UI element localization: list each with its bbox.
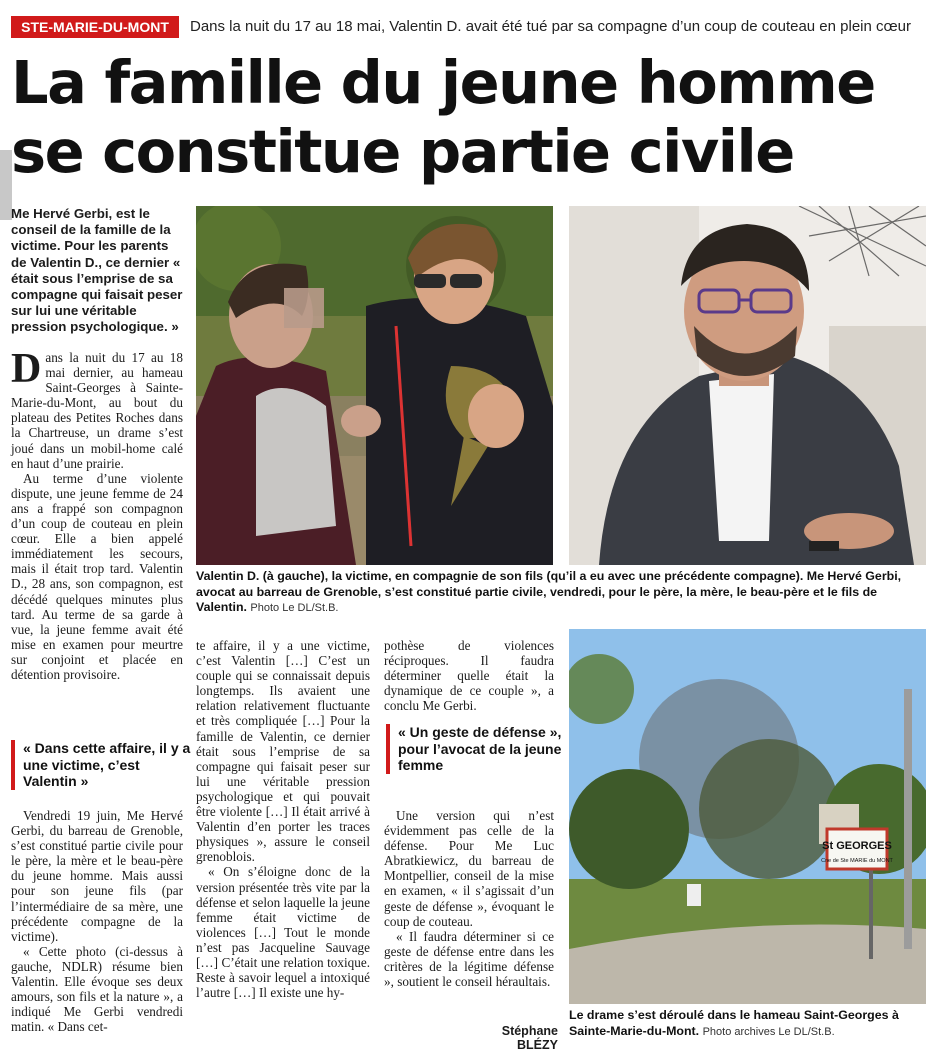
paragraph-3: Vendredi 19 juin, Me Hervé Gerbi, du barreau de Grenoble, s’est constitué partie civile pour le père, la mère et le beau-père du jeune homme. Mais aussi pour son jeune fils (par l’intermédiaire de sa mère, une précédente compagne de la victime).: [11, 808, 183, 944]
caption-photos-top-text: Valentin D. (à gauche), la victime, en compagnie de son fils (qu’il a eu avec une précédente compagne). Me Hervé Gerbi, avocat au barreau de Grenoble, s’est constitué partie civile, vendredi, pour le père, la mère, le beau-père et le fils de Valentin.: [196, 569, 902, 614]
paragraph-9: « Il faudra déterminer si ce geste de défense entre dans les critères de la légitime défense », soutient le conseil héraultais.: [384, 928, 554, 990]
caption-hamlet: [569, 1008, 921, 1040]
author-signature: Stéphane BLÉZY: [501, 1024, 558, 1052]
photo-father-son: [196, 206, 553, 565]
paragraph-6: « On s’éloigne donc de la version présentée très vite par la défense et selon laquelle la jeune femme était victime de violences […] Tout le monde n’est pas Jacqueline Sauvage […] C’était une relation toxique. Reste à savoir lequel a intoxiqué l’autre […] Il existe une hy-: [196, 864, 370, 1001]
photo-hamlet-image: [569, 629, 926, 1004]
caption-photos-top: [196, 569, 922, 617]
body-column-3: [384, 638, 554, 713]
pull-quote-1: « Dans cette affaire, il y a une victime, c’est Valentin »: [11, 740, 191, 790]
caption-photos-top-credit: Photo Le DL/St.B.: [250, 602, 339, 614]
body-column-3-lower: [384, 808, 554, 989]
paragraph-8: Une version qui n’est évidemment pas celle de la défense. Pour Me Luc Abratkiewicz, du barreau de Montpellier, conseil de la mise en examen, « il s’agissait d’un geste de défense », évoquant le coup de couteau.: [384, 808, 554, 929]
body-column-1: [11, 346, 183, 682]
paragraph-4: « Cette photo (ci-dessus à gauche, NDLR) résume bien Valentin. Elle évoque ses deux amours, son fils et la nature », a indiqué Me Gerbi vendredi matin. « Dans cet-: [11, 943, 183, 1035]
headline-line-2: se constitue partie civile: [11, 117, 794, 186]
sign-line-2: Cne de Ste MARIE du MONT: [821, 858, 893, 864]
chapo-intro: Me Hervé Gerbi, est le conseil de la famille de la victime. Pour les parents de Valentin D., ce dernier « était sous l’emprise de sa compagne qui faisait peser sur lui une véritable pression psychologique. »: [11, 206, 183, 335]
pull-quote-2: « Un geste de défense », pour l’avocat de la jeune femme: [386, 724, 562, 774]
photo-lawyer-portrait: [569, 206, 926, 565]
body-column-1-lower: [11, 808, 183, 1034]
paragraph-2: Au terme d’une violente dispute, une jeune femme de 24 ans a frappé son compagnon d’un coup de couteau en plein cœur. Elle a bien appelé immédiatement les secours, mais il était trop tard. Valentin D., 28 ans, son compagnon, est décédé quelques minutes plus tard. Au terme de sa garde à vue, la jeune femme avait été mise en examen pour meurtre sur conjoint et placée en détention provisoire.: [11, 470, 183, 682]
headline-line-1: La famille du jeune homme: [11, 48, 875, 117]
sign-line-1: St GEORGES: [822, 840, 892, 852]
photo-hamlet: [569, 629, 926, 1004]
paragraph-1-text: ans la nuit du 17 au 18 mai dernier, au hameau Saint-Georges à Sainte-Marie-du-Mont, au bout du plateau des Petites Roches dans la Chartreuse, un drame s’est joué dans un mobil-home calé en haut d’une prairie.: [11, 350, 183, 471]
paragraph-5: te affaire, il y a une victime, c’est Valentin […] C’est un couple qui se connaissait depuis longtemps. Ils avaient une relation relativement fluctuante et très compliquée […] Pour la famille de Valentin, ce dernier était sous l’emprise de sa compagne qui faisait peser sur lui une véritable pression psychologique et qui pouvait être violente […] Il était arrivé à Valentin d’en porter les traces physiques », assure le conseil grenoblois.: [196, 638, 370, 865]
section-kicker: STE-MARIE-DU-MONT: [11, 16, 179, 38]
body-column-2: [196, 638, 370, 1000]
headline: [11, 48, 921, 186]
photo-lawyer-portrait-image: [569, 206, 926, 565]
photo-father-son-image: [196, 206, 553, 565]
paragraph-7: pothèse de violences réciproques. Il faudra déterminer quelle était la dynamique de ce couple », a conclu Me Gerbi.: [384, 638, 554, 714]
dropcap: D: [11, 346, 42, 392]
kicker-subtitle: Dans la nuit du 17 au 18 mai, Valentin D. avait été tué par sa compagne d’un coup de couteau en plein cœur: [190, 18, 912, 35]
caption-hamlet-credit: Photo archives Le DL/St.B.: [702, 1025, 835, 1038]
caption-hamlet-text: Le drame s’est déroulé dans le hameau Saint-Georges à Sainte-Marie-du-Mont.: [569, 1008, 899, 1038]
paragraph-1: [11, 346, 183, 471]
